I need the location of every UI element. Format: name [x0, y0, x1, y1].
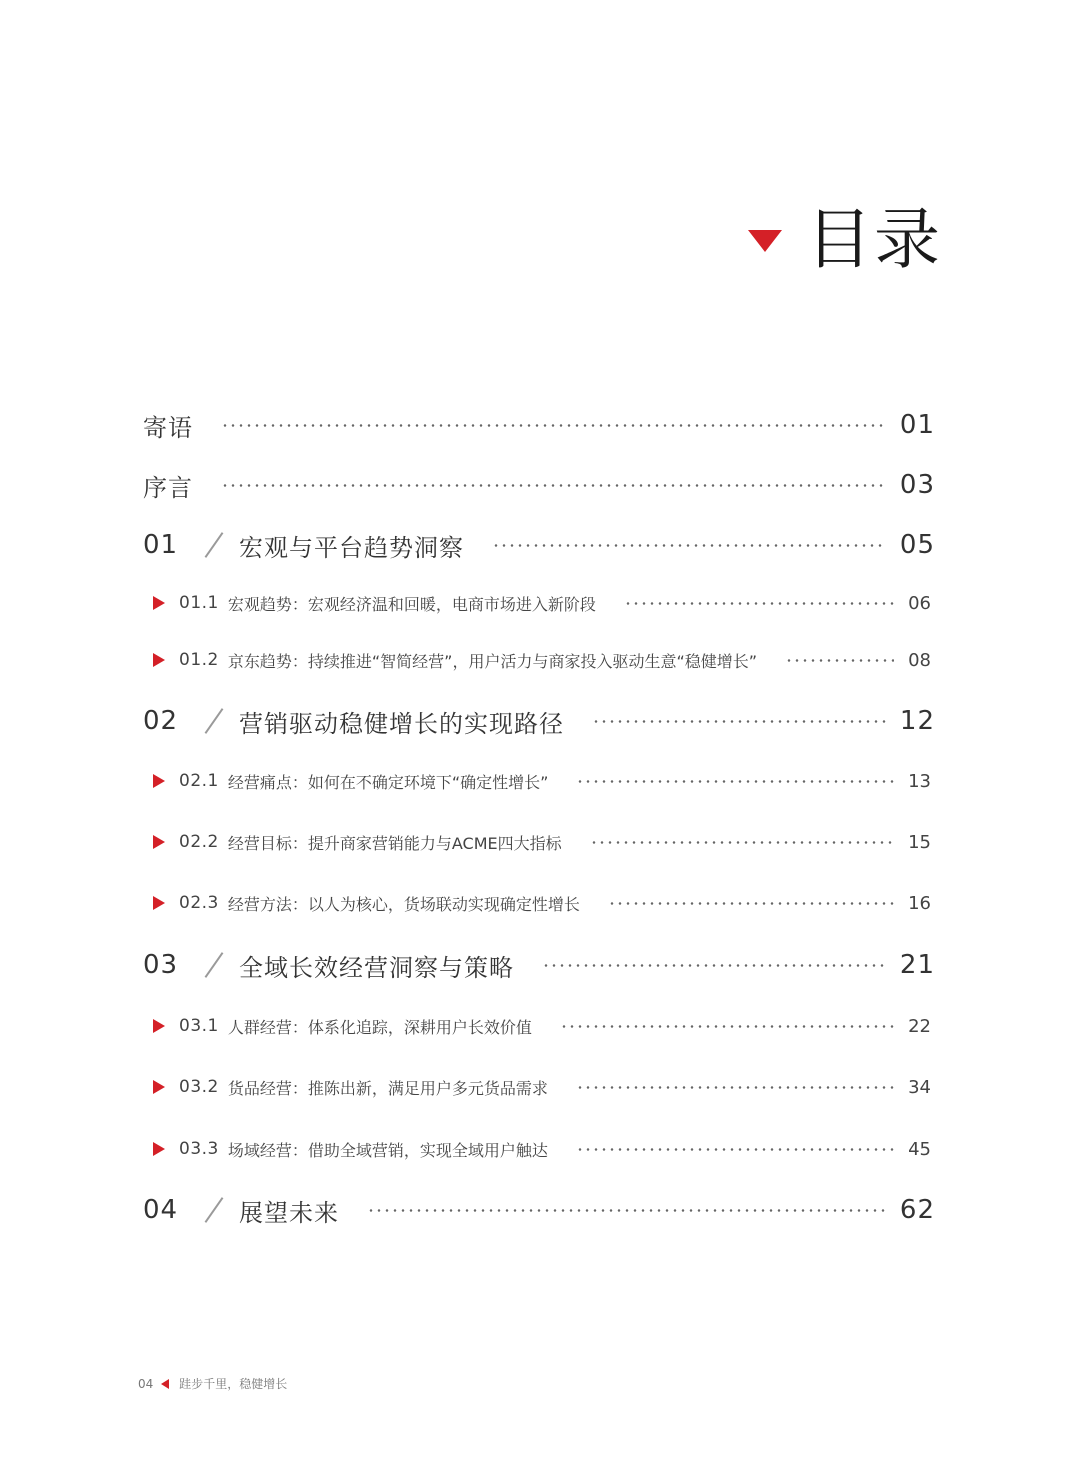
toc-entry-page: 45 — [908, 1138, 931, 1160]
triangle-left-icon — [161, 1379, 169, 1389]
toc-section-03-1[interactable] — [143, 1011, 935, 1041]
chapter-number: 04 — [143, 1195, 179, 1225]
toc-chapter-02[interactable] — [143, 699, 935, 743]
toc-section-03-3[interactable] — [143, 1134, 935, 1164]
section-title: 京东趋势：持续推进“智简经营”，用户活力与商家投入驱动生意“稳健增长” — [227, 651, 758, 671]
section-number: 03.2 — [179, 1077, 219, 1097]
chapter-number: 02 — [143, 706, 179, 736]
toc-entry-page: 15 — [908, 831, 931, 853]
slash-divider — [205, 532, 224, 558]
chapter-number: 01 — [143, 530, 179, 560]
toc-section-02-1[interactable] — [143, 766, 935, 796]
toc-chapter-03[interactable] — [143, 943, 935, 987]
chapter-title: 宏观与平台趋势洞察 — [239, 533, 464, 562]
dot-leader — [492, 544, 886, 547]
triangle-right-icon — [153, 774, 165, 788]
section-number: 03.1 — [179, 1016, 219, 1036]
section-title: 人群经营：体系化追踪，深耕用户长效价值 — [227, 1017, 532, 1037]
toc-entry-page: 62 — [899, 1195, 935, 1225]
toc-entry-page: 22 — [908, 1015, 931, 1037]
footer-page-number: 04 — [138, 1376, 154, 1391]
chapter-title: 全域长效经营洞察与策略 — [239, 953, 514, 982]
toc-entry-page: 06 — [908, 592, 931, 614]
toc-entry-page: 21 — [899, 950, 935, 980]
dot-leader — [542, 964, 886, 967]
toc-section-02-2[interactable] — [143, 827, 935, 857]
toc-title — [748, 200, 942, 280]
page-title: 目录 — [806, 201, 942, 278]
slash-divider — [205, 952, 224, 978]
toc-entry-page: 34 — [908, 1076, 931, 1098]
dot-leader — [592, 720, 886, 723]
triangle-right-icon — [153, 1080, 165, 1094]
toc-chapter-04[interactable] — [143, 1188, 935, 1232]
triangle-right-icon — [153, 835, 165, 849]
triangle-right-icon — [153, 1019, 165, 1033]
toc-entry-preface-2[interactable] — [143, 465, 935, 505]
section-title: 宏观趋势：宏观经济温和回暖，电商市场进入新阶段 — [227, 594, 596, 614]
section-number: 01.2 — [179, 650, 219, 670]
section-title: 场域经营：借助全域营销，实现全域用户触达 — [227, 1140, 548, 1160]
chapter-title: 展望未来 — [239, 1198, 339, 1227]
toc-entry-label: 寄语 — [143, 413, 193, 442]
section-number: 02.2 — [179, 832, 219, 852]
chapter-number: 03 — [143, 950, 179, 980]
dot-leader — [624, 602, 894, 605]
dot-leader — [367, 1209, 886, 1212]
triangle-right-icon — [153, 1142, 165, 1156]
section-title: 货品经营：推陈出新，满足用户多元货品需求 — [227, 1078, 548, 1098]
triangle-down-icon — [748, 230, 782, 252]
triangle-right-icon — [153, 896, 165, 910]
toc-entry-preface-1[interactable] — [143, 405, 935, 445]
chapter-title: 营销驱动稳健增长的实现路径 — [239, 709, 564, 738]
dot-leader — [576, 780, 894, 783]
toc-entry-page: 12 — [899, 706, 935, 736]
page-footer — [138, 1375, 287, 1392]
toc-section-02-3[interactable] — [143, 888, 935, 918]
footer-slogan: 跬步千里，稳健增长 — [179, 1377, 288, 1391]
toc-section-01-1[interactable] — [143, 588, 935, 618]
dot-leader — [785, 659, 894, 662]
section-number: 02.3 — [179, 893, 219, 913]
toc-entry-page: 08 — [908, 649, 931, 671]
section-number: 01.1 — [179, 593, 219, 613]
dot-leader — [576, 1086, 894, 1089]
toc-entry-page: 05 — [899, 530, 935, 560]
dot-leader — [590, 841, 894, 844]
triangle-right-icon — [153, 596, 165, 610]
section-number: 03.3 — [179, 1139, 219, 1159]
toc-section-01-2[interactable] — [143, 645, 935, 675]
triangle-right-icon — [153, 653, 165, 667]
section-title: 经营目标：提升商家营销能力与ACME四大指标 — [227, 833, 562, 853]
section-title: 经营痛点：如何在不确定环境下“确定性增长” — [227, 772, 549, 792]
toc-entry-page: 03 — [899, 470, 935, 500]
slash-divider — [205, 708, 224, 734]
dot-leader — [560, 1025, 894, 1028]
dot-leader — [221, 484, 886, 487]
toc-entry-page: 13 — [908, 770, 931, 792]
toc-section-03-2[interactable] — [143, 1072, 935, 1102]
toc-entry-page: 01 — [899, 410, 935, 440]
section-number: 02.1 — [179, 771, 219, 791]
slash-divider — [205, 1197, 224, 1223]
dot-leader — [608, 902, 894, 905]
dot-leader — [221, 424, 886, 427]
toc-chapter-01[interactable] — [143, 523, 935, 567]
dot-leader — [576, 1148, 894, 1151]
toc-entry-label: 序言 — [143, 473, 193, 502]
section-title: 经营方法：以人为核心，货场联动实现确定性增长 — [227, 894, 580, 914]
toc-entry-page: 16 — [908, 892, 931, 914]
